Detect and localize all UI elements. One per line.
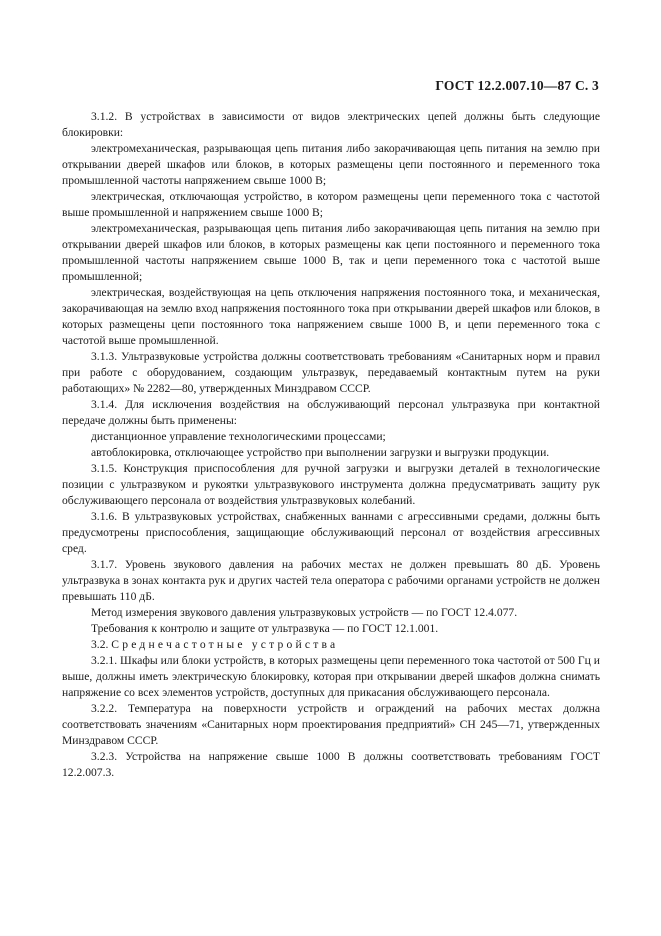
list-item-electromechanical-1: электромеханическая, разрывающая цепь питания либо закорачивающая цепь питания на землю при открывании дверей шкафов или блоков, в которых размещены цепи постоянного и переменного тока промышленной частоты напряжением свыше 1000 В; [62, 142, 600, 187]
section-heading [62, 637, 600, 653]
paragraph-3-1-2: 3.1.2. В устройствах в зависимости от видов электрических цепей должны быть следующие блокировки: [62, 110, 600, 139]
list-item-electromechanical-2: электромеханическая, разрывающая цепь питания либо закорачивающая цепь питания на землю при открывании дверей шкафов или блоков, в которых размещены как цепи постоянного и переменного тока промышленной частоты напряжением свыше 1000 В, так и цепи переменного тока с частотой выше промышленной; [62, 222, 600, 283]
section-number: 3.2. [91, 638, 109, 651]
list-item-electrical-2: электрическая, воздействующая на цепь отключения напряжения постоянного тока, и механическая, закорачивающая на землю вход напряжения постоянного тока при открывании дверей шкафов или блоков, в которых размещены цепи постоянного тока напряжением свыше 1000 В, и цепи переменного тока с частотой выше промышленной. [62, 286, 600, 347]
running-title: ГОСТ 12.2.007.10—87 С. 3 [435, 78, 599, 93]
list-item-electrical-1: электрическая, отключающая устройство, в котором размещены цепи переменного тока с частотой выше промышленной и напряжением свыше 1000 В; [62, 190, 600, 219]
paragraph-control-requirements: Требования к контролю и защите от ультразвука — по ГОСТ 12.1.001. [91, 622, 439, 635]
paragraph-3-1-7: 3.1.7. Уровень звукового давления на рабочих местах не должен превышать 80 дБ. Уровень ультразвука в зонах контакта рук и других частей тела оператора с рабочими органами устройств не должен превышать 110 дБ. [62, 558, 600, 603]
paragraph-3-1-6: 3.1.6. В ультразвуковых устройствах, снабженных ваннами с агрессивными средами, должны быть предусмотрены приспособления, защищающие обслуживающий персонал от воздействия агрессивных сред. [62, 510, 600, 555]
paragraph-3-1-5: 3.1.5. Конструкция приспособления для ручной загрузки и выгрузки деталей в технологические позиции с ультразвуком и рукоятки ультразвукового инструмента должна предусматривать защиту рук обслуживающего персонала от воздействия ультразвуковых колебаний. [62, 462, 600, 507]
list-item-remote-control: дистанционное управление технологическими процессами; [91, 430, 386, 443]
body-text [62, 109, 600, 781]
paragraph-3-2-1: 3.2.1. Шкафы или блоки устройств, в которых размещены цепи переменного тока частотой от 500 Гц и выше, должны иметь электрическую блокировку, которая при открывании дверей шкафов должна снимать напряжение со всех элементов устройств, доступных для прикасания обслуживающего персонала. [62, 654, 600, 699]
section-title: Среднечастотные устройства [111, 638, 339, 651]
paragraph-measurement-method: Метод измерения звукового давления ультразвуковых устройств — по ГОСТ 12.4.077. [91, 606, 518, 619]
paragraph-3-2-2: 3.2.2. Температура на поверхности устройств и ограждений на рабочих местах должна соответствовать значениям «Санитарных норм проектирования предприятий» СН 245—71, утвержденных Минздравом СССР. [62, 702, 600, 747]
paragraph-3-1-4: 3.1.4. Для исключения воздействия на обслуживающий персонал ультразвука при контактной передаче должны быть применены: [62, 398, 600, 427]
list-item-autoblocking: автоблокировка, отключающее устройство при выполнении загрузки и выгрузки продукции. [91, 446, 550, 459]
paragraph-3-2-3: 3.2.3. Устройства на напряжение свыше 1000 В должны соответствовать требованиям ГОСТ 12.2.007.3. [62, 750, 600, 779]
paragraph-3-1-3: 3.1.3. Ультразвуковые устройства должны соответствовать требованиям «Санитарных норм и правил при работе с оборудованием, создающим ультразвук, передаваемый контактным путем на руки работающих» № 2282—80, утвержденных Минздравом СССР. [62, 350, 600, 395]
